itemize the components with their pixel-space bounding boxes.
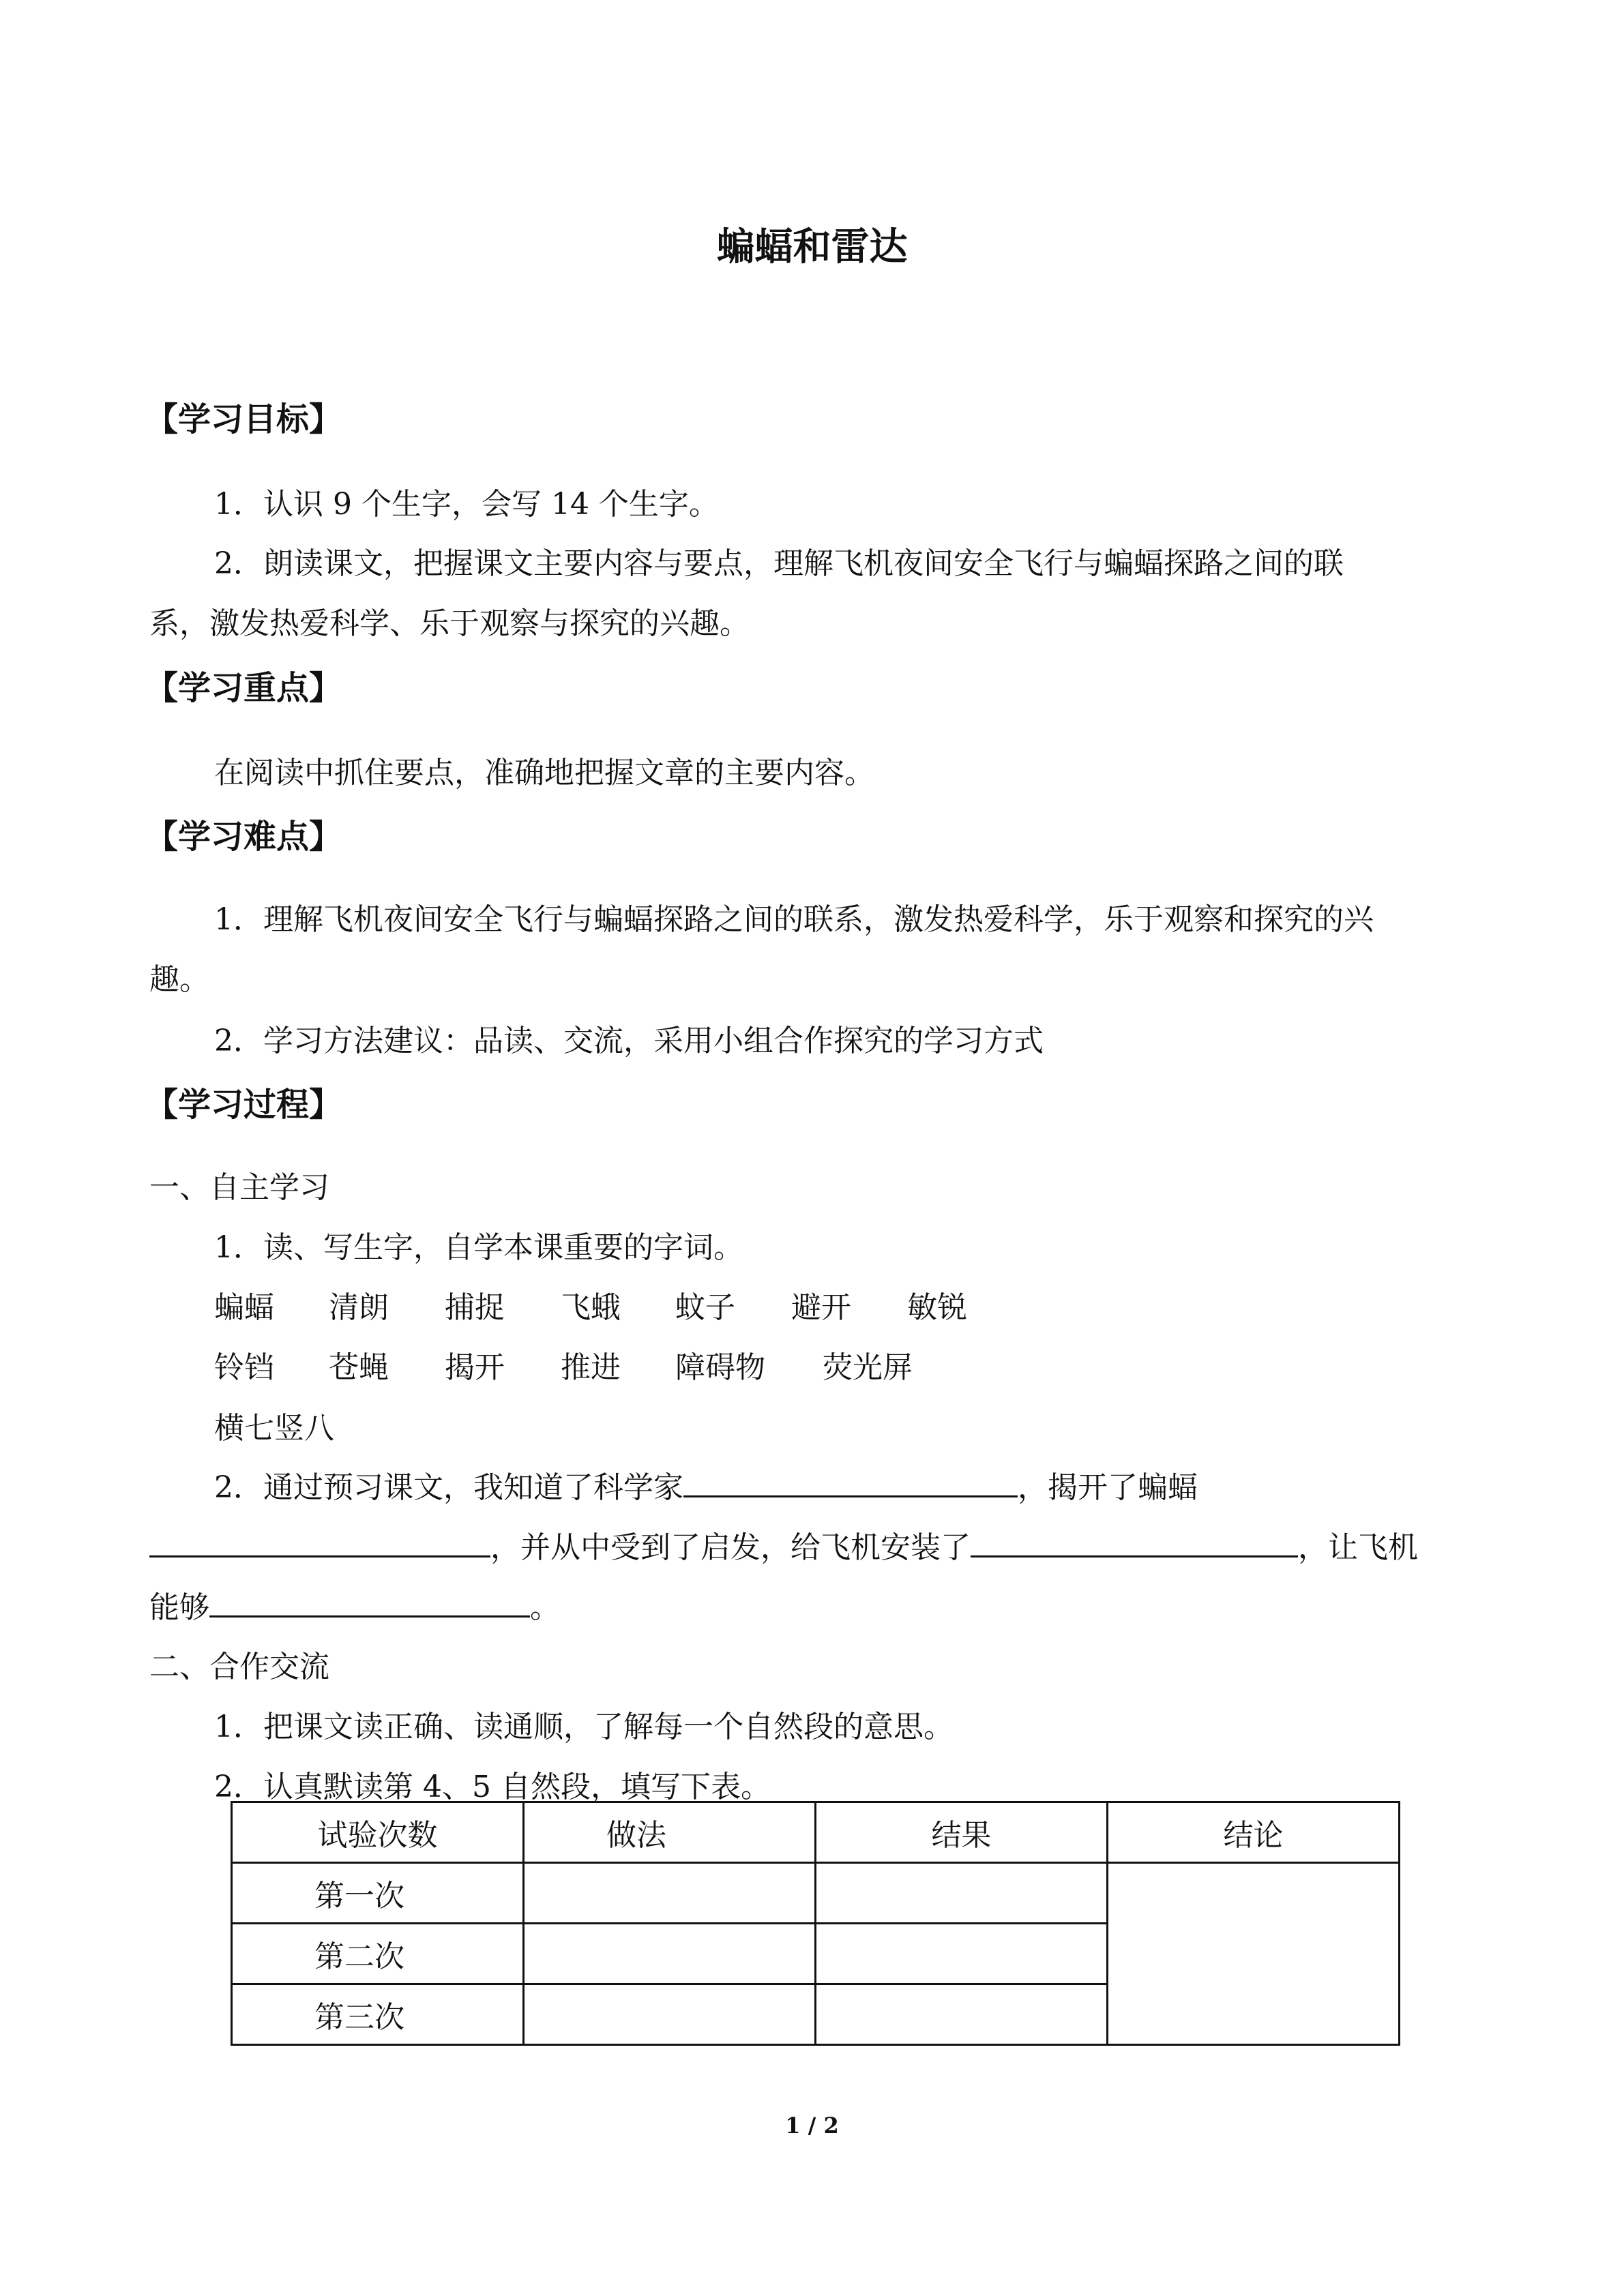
part2-item-2: 2．认真默读第 4、5 自然段，填写下表。	[214, 1770, 771, 1804]
word-list-item: 清朗	[329, 1290, 389, 1325]
blank-scientist[interactable]	[683, 1495, 1018, 1497]
goals-item-2-line-2: 系，激发热爱科学、乐于观察与探究的兴趣。	[149, 606, 750, 641]
difficulty-item-1-line-2: 趣。	[149, 962, 209, 997]
page-number: 1 / 2	[785, 2113, 839, 2138]
table-cell-method[interactable]	[524, 1924, 816, 1984]
focus-text: 在阅读中抓住要点，准确地把握文章的主要内容。	[214, 756, 874, 790]
word-list-item: 捕捉	[445, 1290, 505, 1325]
table-cell-result[interactable]	[816, 1863, 1108, 1924]
experiment-table	[231, 1801, 1400, 2046]
table-cell-method[interactable]	[524, 1863, 816, 1924]
table-header-cell: 结论	[1108, 1802, 1400, 1863]
fill-blank-line-3: 能够 。	[149, 1590, 560, 1625]
fill-blank-line-1: 2．通过预习课文，我知道了科学家 ，揭开了蝙蝠	[214, 1470, 1198, 1505]
word-list-item: 障碍物	[675, 1350, 765, 1385]
table-row-label: 第三次	[232, 1984, 524, 2045]
difficulty-item-1-line-1: 1．理解飞机夜间安全飞行与蝙蝠探路之间的联系，激发热爱科学，乐于观察和探究的兴	[214, 902, 1374, 937]
part2-title: 二、合作交流	[149, 1650, 329, 1684]
word-list-item: 推进	[561, 1350, 621, 1385]
part1-title: 一、自主学习	[149, 1170, 329, 1205]
focus-heading: 【学习重点】	[145, 669, 342, 707]
word-list-item: 横七竖八	[214, 1411, 334, 1446]
blank-plane-ability[interactable]	[209, 1615, 530, 1617]
table-cell-result[interactable]	[816, 1984, 1108, 2045]
difficulty-item-2: 2．学习方法建议：品读、交流，采用小组合作探究的学习方式	[214, 1024, 1044, 1058]
table-row-label: 第二次	[232, 1924, 524, 1984]
process-heading: 【学习过程】	[145, 1086, 342, 1124]
goals-heading: 【学习目标】	[145, 400, 342, 438]
word-list-item: 揭开	[445, 1350, 505, 1385]
table-header-cell: 做法	[524, 1802, 816, 1863]
word-list-item: 铃铛	[214, 1350, 274, 1385]
blank-device[interactable]	[971, 1555, 1298, 1557]
blank-bat-secret[interactable]	[149, 1555, 490, 1557]
fill-blank-line-2: ，并从中受到了启发，给飞机安装了 ，让飞机	[149, 1523, 1418, 1566]
word-list-item: 敏锐	[907, 1290, 967, 1325]
word-list-item: 飞蛾	[561, 1290, 621, 1325]
table-header-row	[232, 1802, 1400, 1863]
table-cell-conclusion[interactable]	[1108, 1863, 1400, 2045]
difficulty-heading: 【学习难点】	[145, 818, 342, 856]
goals-item-2-line-1: 2．朗读课文，把握课文主要内容与要点，理解飞机夜间安全飞行与蝙蝠探路之间的联	[214, 546, 1344, 581]
goals-item-1: 1．认识 9 个生字，会写 14 个生字。	[214, 487, 719, 522]
table-row-label: 第一次	[232, 1863, 524, 1924]
table-header-cell: 试验次数	[232, 1802, 524, 1863]
table-cell-result[interactable]	[816, 1924, 1108, 1984]
word-list-item: 苍蝇	[329, 1350, 389, 1385]
table-row	[232, 1863, 1400, 1924]
part2-item-1: 1．把课文读正确、读通顺，了解每一个自然段的意思。	[214, 1710, 954, 1744]
word-list-item: 荧光屏	[823, 1350, 913, 1385]
page-title: 蝙蝠和雷达	[716, 225, 908, 269]
word-list-item: 蝙蝠	[214, 1290, 274, 1325]
table-cell-method[interactable]	[524, 1984, 816, 2045]
table-header-cell: 结果	[816, 1802, 1108, 1863]
word-list-item: 避开	[791, 1290, 851, 1325]
word-list-item: 蚊子	[675, 1290, 735, 1325]
part1-item-1: 1．读、写生字，自学本课重要的字词。	[214, 1230, 743, 1265]
